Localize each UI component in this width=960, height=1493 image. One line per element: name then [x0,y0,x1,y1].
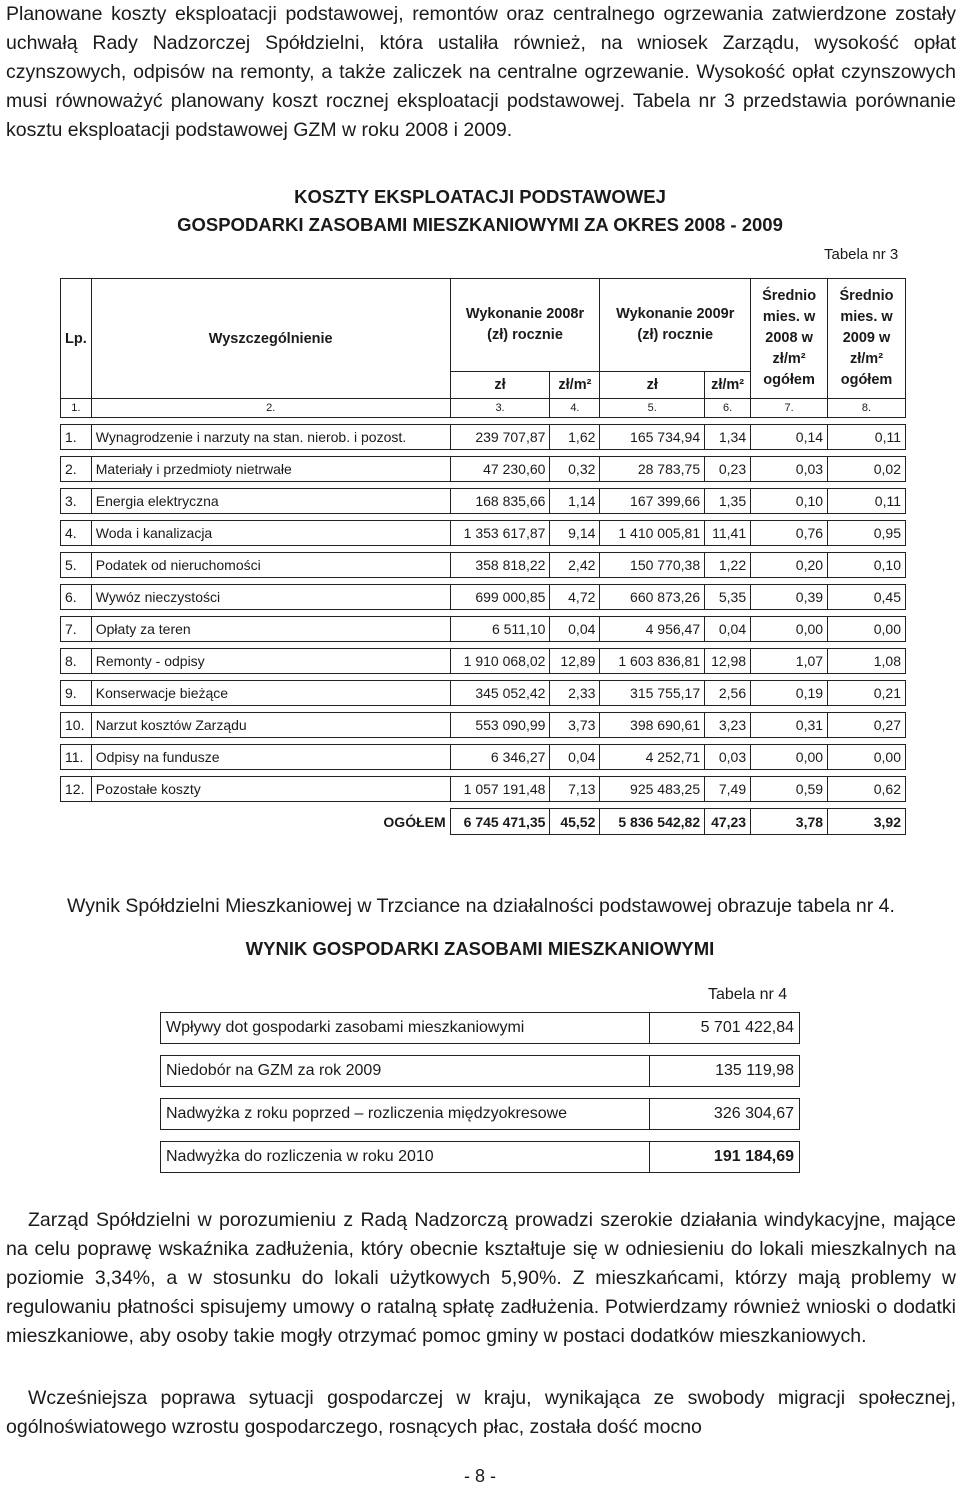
result-table [160,1012,800,1173]
row-2008-zl: 345 052,42 [450,681,550,706]
paragraph-economy: Wcześniejsza poprawa sytuacji gospodarczej w kraju, wynikająca ze swobody migracji społecznej, ogólnoświatowego wzrostu gospodarczego, rosnących płac, została dość mocno [6,1387,956,1438]
row-2009-zl: 398 690,61 [600,713,705,738]
result-label: Niedobór na GZM za rok 2009 [161,1056,650,1087]
header-avg-2008: Średnio mies. w 2008 w zł/m² ogółem [751,279,828,399]
row-2008-zl: 6 346,27 [450,745,550,770]
row-avg-2008: 0,10 [751,489,828,514]
header-2008: Wykonanie 2008r (zł) rocznie [450,279,600,372]
row-2008-zl: 358 818,22 [450,553,550,578]
row-2008-zlm2: 0,32 [550,457,600,482]
result-value: 135 119,98 [650,1056,800,1087]
row-2008-zlm2: 9,14 [550,521,600,546]
row-avg-2009: 0,11 [828,425,906,450]
paragraph-debt: Zarząd Spółdzielni w porozumieniu z Radą Nadzorczą prowadzi szerokie działania windykacyjne, mające na celu poprawę wskaźnika zadłużenia, który obecnie kształtuje się w odniesieniu do lokali mieszkalnych na poziomie 3,34%, a w stosunku do lokali użytkowych 5,90%. Z mieszkańcami, którzy mają problemy w regulowaniu płatności spisujemy umowy o ratalną spłatę zadłużenia. Potwierdzamy również wnioski o dodatki mieszkaniowe, aby osoby takie mogły otrzymać pomoc gminy w postaci dodatków mieszkaniowych. [6,1209,956,1347]
row-2009-zlm2: 0,03 [705,745,751,770]
row-avg-2008: 0,76 [751,521,828,546]
row-description: Materiały i przedmioty nietrwałe [91,457,450,482]
row-2009-zl: 315 755,17 [600,681,705,706]
row-2009-zl: 165 734,94 [600,425,705,450]
row-description: Energia elektryczna [91,489,450,514]
row-description: Remonty - odpisy [91,649,450,674]
row-2009-zlm2: 5,35 [705,585,751,610]
row-2009-zl: 4 252,71 [600,745,705,770]
total-avg-2008: 3,78 [751,809,828,835]
row-2009-zl: 660 873,26 [600,585,705,610]
header-lp: Lp. [61,279,92,399]
row-avg-2008: 0,00 [751,617,828,642]
row-avg-2008: 0,20 [751,553,828,578]
row-lp: 9. [61,681,92,706]
row-2008-zlm2: 0,04 [550,745,600,770]
row-2008-zl: 1 353 617,87 [450,521,550,546]
total-2008-zl: 6 745 471,35 [450,809,550,835]
table-row [61,681,906,706]
row-2009-zl: 28 783,75 [600,457,705,482]
row-2008-zlm2: 2,42 [550,553,600,578]
row-avg-2009: 0,00 [828,745,906,770]
row-lp: 6. [61,585,92,610]
row-avg-2009: 0,00 [828,617,906,642]
row-2009-zlm2: 12,98 [705,649,751,674]
row-avg-2008: 0,59 [751,777,828,802]
row-2009-zlm2: 0,23 [705,457,751,482]
row-avg-2008: 0,14 [751,425,828,450]
row-avg-2009: 0,10 [828,553,906,578]
row-avg-2009: 0,11 [828,489,906,514]
result-label: Nadwyżka do rozliczenia w roku 2010 [161,1142,650,1173]
row-2009-zlm2: 1,35 [705,489,751,514]
table-row [61,649,906,674]
row-2008-zlm2: 0,04 [550,617,600,642]
row-2008-zl: 553 090,99 [450,713,550,738]
row-2009-zlm2: 7,49 [705,777,751,802]
row-description: Narzut kosztów Zarządu [91,713,450,738]
row-2008-zlm2: 7,13 [550,777,600,802]
table4-label: Tabela nr 4 [708,986,788,1003]
subheader-zlm2-2009: zł/m² [705,372,751,399]
header-avg-2009: Średnio mies. w 2009 w zł/m² ogółem [828,279,906,399]
row-2009-zlm2: 0,04 [705,617,751,642]
row-avg-2008: 0,00 [751,745,828,770]
cost-table [60,278,906,835]
row-2009-zl: 4 956,47 [600,617,705,642]
row-description: Podatek od nieruchomości [91,553,450,578]
table-row [61,745,906,770]
table-row [61,457,906,482]
row-2008-zlm2: 2,33 [550,681,600,706]
row-avg-2009: 1,08 [828,649,906,674]
row-avg-2008: 0,03 [751,457,828,482]
table-row [61,521,906,546]
subheader-zl-2008: zł [450,372,550,399]
row-avg-2009: 0,02 [828,457,906,482]
table4-title: WYNIK GOSPODARKI ZASOBAMI MIESZKANIOWYMI [245,938,715,959]
result-row [161,1013,800,1044]
row-2008-zl: 699 000,85 [450,585,550,610]
row-2009-zlm2: 2,56 [705,681,751,706]
table-row [61,585,906,610]
row-2009-zlm2: 3,23 [705,713,751,738]
row-2009-zl: 167 399,66 [600,489,705,514]
table-row [61,713,906,738]
row-2008-zl: 168 835,66 [450,489,550,514]
result-value: 5 701 422,84 [650,1013,800,1044]
result-value: 326 304,67 [650,1099,800,1130]
row-2008-zlm2: 1,62 [550,425,600,450]
row-2008-zlm2: 12,89 [550,649,600,674]
row-2009-zl: 1 603 836,81 [600,649,705,674]
total-avg-2009: 3,92 [828,809,906,835]
row-lp: 2. [61,457,92,482]
row-2009-zl: 1 410 005,81 [600,521,705,546]
subheader-zlm2-2008: zł/m² [550,372,600,399]
row-2008-zlm2: 4,72 [550,585,600,610]
row-description: Konserwacje bieżące [91,681,450,706]
intro-paragraph: Planowane koszty eksploatacji podstawowej, remontów oraz centralnego ogrzewania zatwierdzone zostały uchwałą Rady Nadzorczej Spółdzielni, która ustaliła również, na wniosek Zarządu, wysokość opłat czynszowych, odpisów na remonty, a także zaliczek na centralne ogrzewanie. Wysokość opłat czynszowych musi równoważyć planowany koszt rocznej eksploatacji podstawowej. Tabela nr 3 przedstawia porównanie kosztu eksploatacji podstawowej GZM w roku 2008 i 2009. [6,3,956,141]
total-label: OGÓŁEM [383,813,446,830]
total-row [61,809,906,835]
row-description: Odpisy na fundusze [91,745,450,770]
subheader-zl-2009: zł [600,372,705,399]
table-row [61,777,906,802]
header-description: Wyszczególnienie [91,279,450,399]
total-2009-zlm2: 47,23 [705,809,751,835]
result-label: Nadwyżka z roku poprzed – rozliczenia międzyokresowe [161,1099,650,1130]
row-lp: 8. [61,649,92,674]
result-value: 191 184,69 [650,1142,800,1173]
page-number: - 8 - [463,1466,496,1486]
row-2008-zl: 47 230,60 [450,457,550,482]
row-description: Opłaty za teren [91,617,450,642]
row-2008-zl: 6 511,10 [450,617,550,642]
table-row [61,553,906,578]
row-lp: 1. [61,425,92,450]
row-2008-zl: 1 057 191,48 [450,777,550,802]
row-2009-zl: 925 483,25 [600,777,705,802]
between-text: Wynik Spółdzielni Mieszkaniowej w Trzciance na działalności podstawowej obrazuje tabela nr 4. [67,895,895,917]
row-description: Wynagrodzenie i narzuty na stan. nierob. i pozost. [91,425,450,450]
table-row [61,425,906,450]
row-avg-2008: 0,31 [751,713,828,738]
row-2008-zl: 1 910 068,02 [450,649,550,674]
row-avg-2009: 0,27 [828,713,906,738]
header-2009: Wykonanie 2009r (zł) rocznie [600,279,751,372]
row-description: Wywóz nieczystości [91,585,450,610]
index-row: 1. 2. 3. 4. 5. 6. 7. 8. [61,399,906,418]
row-2008-zlm2: 1,14 [550,489,600,514]
result-row [161,1099,800,1130]
table-row [61,617,906,642]
result-row [161,1056,800,1087]
table3-label: Tabela nr 3 [824,246,899,263]
row-avg-2008: 0,39 [751,585,828,610]
row-description: Pozostałe koszty [91,777,450,802]
row-2009-zl: 150 770,38 [600,553,705,578]
row-2008-zl: 239 707,87 [450,425,550,450]
row-lp: 12. [61,777,92,802]
row-lp: 3. [61,489,92,514]
row-lp: 5. [61,553,92,578]
row-description: Woda i kanalizacja [91,521,450,546]
row-avg-2008: 0,19 [751,681,828,706]
row-2009-zlm2: 1,22 [705,553,751,578]
total-2009-zl: 5 836 542,82 [600,809,705,835]
row-2009-zlm2: 1,34 [705,425,751,450]
table3-title-line1: KOSZTY EKSPLOATACJI PODSTAWOWEJ [294,186,666,207]
row-avg-2009: 0,62 [828,777,906,802]
row-avg-2009: 0,45 [828,585,906,610]
total-2008-zlm2: 45,52 [550,809,600,835]
row-lp: 10. [61,713,92,738]
row-avg-2009: 0,21 [828,681,906,706]
row-2009-zlm2: 11,41 [705,521,751,546]
result-label: Wpływy dot gospodarki zasobami mieszkaniowymi [161,1013,650,1044]
table3-title-line2: GOSPODARKI ZASOBAMI MIESZKANIOWYMI ZA OKRES 2008 - 2009 [177,214,783,235]
row-lp: 11. [61,745,92,770]
row-lp: 4. [61,521,92,546]
row-avg-2008: 1,07 [751,649,828,674]
row-2008-zlm2: 3,73 [550,713,600,738]
row-avg-2009: 0,95 [828,521,906,546]
table-row [61,489,906,514]
result-row [161,1142,800,1173]
row-lp: 7. [61,617,92,642]
